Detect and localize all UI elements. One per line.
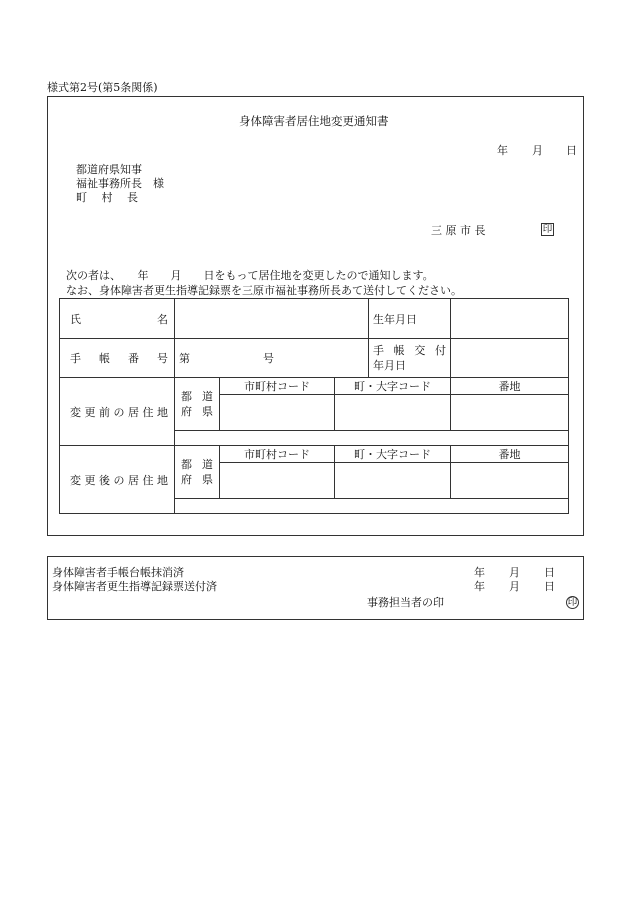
previous-address-field[interactable] bbox=[175, 431, 569, 446]
new-address-field[interactable] bbox=[175, 499, 569, 514]
staff-seal-mark: 印 bbox=[567, 597, 578, 608]
issue-date-label bbox=[369, 339, 451, 378]
table-row bbox=[60, 446, 569, 463]
issue-label-line: 手帳交付 bbox=[373, 344, 446, 357]
date-year: 年 bbox=[474, 566, 485, 579]
notebook-number-field[interactable] bbox=[175, 339, 369, 378]
addressee-line: 町 村 長 bbox=[76, 191, 138, 204]
table-row bbox=[60, 299, 569, 339]
prefecture-cell bbox=[175, 378, 220, 431]
notebook-number-suffix: 号 bbox=[263, 352, 274, 365]
issue-date-field[interactable] bbox=[451, 339, 569, 378]
record-sent: 身体障害者更生指導記録票送付済 bbox=[52, 580, 217, 593]
body-text-line: なお、身体障害者更生指導記録票を三原市福祉事務所長あて送付してください。 bbox=[66, 284, 462, 297]
city-code-header: 市町村コード bbox=[220, 446, 335, 463]
notebook-number-label: 手帳番号 bbox=[60, 339, 175, 378]
addressee-line: 都道府県知事 bbox=[76, 163, 142, 176]
staff-seal-label: 事務担当者の印 bbox=[367, 596, 444, 609]
lot-number-header: 番地 bbox=[451, 378, 569, 395]
name-field[interactable] bbox=[175, 299, 369, 339]
previous-town-code-field[interactable] bbox=[335, 395, 451, 431]
notification-table bbox=[59, 298, 569, 514]
previous-residence-label: 変更前の居住地 bbox=[60, 378, 175, 446]
sender-name: 三 原 市 長 bbox=[431, 224, 486, 237]
addressee-line: 福祉事務所長 様 bbox=[76, 177, 164, 190]
new-city-code-field[interactable] bbox=[220, 463, 335, 499]
birth-date-label: 生年月日 bbox=[369, 299, 451, 339]
date-day: 日 bbox=[544, 580, 555, 593]
seal-mark: 印 bbox=[542, 224, 553, 235]
new-lot-number-field[interactable] bbox=[451, 463, 569, 499]
notebook-ledger-cleared: 身体障害者手帳台帳抹消済 bbox=[52, 566, 184, 579]
previous-city-code-field[interactable] bbox=[220, 395, 335, 431]
document-title: 身体障害者居住地変更通知書 bbox=[239, 114, 389, 128]
date-month: 月 bbox=[532, 144, 543, 157]
table-row bbox=[60, 378, 569, 395]
notebook-number-prefix: 第 bbox=[179, 352, 190, 365]
prefecture-label-line: 府県 bbox=[181, 473, 213, 486]
prefecture-cell bbox=[175, 446, 220, 499]
issue-label-line: 年月日 bbox=[373, 359, 406, 372]
date-year: 年 bbox=[497, 144, 508, 157]
new-town-code-field[interactable] bbox=[335, 463, 451, 499]
date-day: 日 bbox=[566, 144, 577, 157]
new-residence-label: 変更後の居住地 bbox=[60, 446, 175, 514]
town-code-header: 町・大字コード bbox=[335, 378, 451, 395]
previous-lot-number-field[interactable] bbox=[451, 395, 569, 431]
lot-number-header: 番地 bbox=[451, 446, 569, 463]
prefecture-label-line: 都道 bbox=[181, 390, 213, 403]
form-number: 様式第2号(第5条関係) bbox=[47, 81, 158, 94]
town-code-header: 町・大字コード bbox=[335, 446, 451, 463]
prefecture-label-line: 府県 bbox=[181, 405, 213, 418]
date-month: 月 bbox=[509, 580, 520, 593]
birth-date-field[interactable] bbox=[451, 299, 569, 339]
body-text-line: 次の者は、 年 月 日をもって居住地を変更したので通知します。 bbox=[66, 269, 434, 282]
date-month: 月 bbox=[509, 566, 520, 579]
prefecture-label-line: 都道 bbox=[181, 458, 213, 471]
name-label: 氏名 bbox=[60, 299, 175, 339]
date-year: 年 bbox=[474, 580, 485, 593]
date-day: 日 bbox=[544, 566, 555, 579]
city-code-header: 市町村コード bbox=[220, 378, 335, 395]
table-row bbox=[60, 339, 569, 378]
